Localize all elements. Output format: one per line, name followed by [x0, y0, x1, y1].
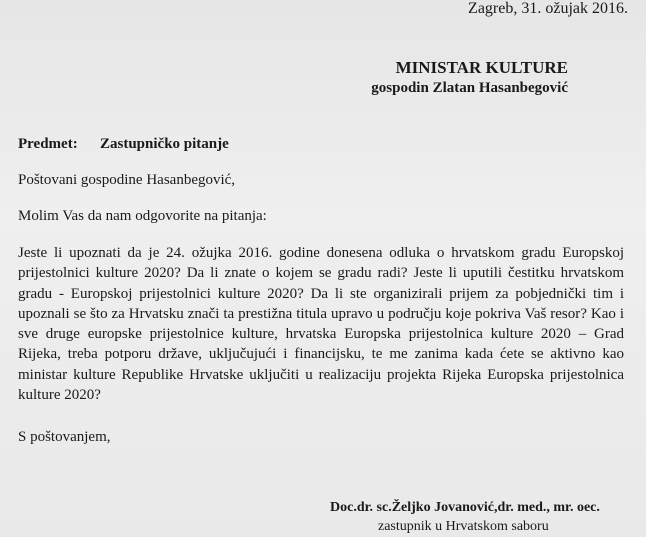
subject-label: Predmet: — [18, 136, 78, 152]
request-line: Molim Vas da nam odgovorite na pitanja: — [18, 208, 267, 224]
signature-block — [330, 498, 600, 536]
signature-name: Doc.dr. sc.Željko Jovanović,dr. med., mr. oec. — [330, 500, 600, 515]
closing: S poštovanjem, — [18, 429, 111, 445]
salutation: Poštovani gospodine Hasanbegović, — [18, 172, 236, 188]
recipient-block — [371, 58, 568, 98]
body-paragraph: Jeste li upoznati da je 24. ožujka 2016. godine donesena odluka o hrvatskom gradu Europskoj prijestolnici kulture 2020? Da li znate o kojem se gradu radi? Jeste li uputili čestitku hrvatskom gradu - Europskoj prijestolnici kulture 2020? Da li ste organizirali prijem za pobjednički tim i upoznali se što za Hrvatsku znači ta prestižna titula upravo u području koje pokriva Vaš resor? Kao i sve druge europske prijestolnice kulture, hrvatska Europska prijestolnica kulture 2020 – Grad Rijeka, treba potporu države, uključujući i financijsku, te me zanima kada ćete se aktivno kao ministar kulture Republike Hrvatske uključiti u realizaciju projekta Rijeka Europska prijestolnica kulture 2020? — [18, 245, 624, 404]
signature-role: zastupnik u Hrvatskom saboru — [378, 519, 549, 534]
letter-date: Zagreb, 31. ožujak 2016. — [468, 0, 628, 17]
subject-text: Zastupničko pitanje — [100, 136, 229, 152]
recipient-title: MINISTAR KULTURE — [395, 58, 568, 77]
subject-line — [18, 136, 229, 153]
recipient-name: gospodin Zlatan Hasanbegović — [371, 80, 568, 96]
